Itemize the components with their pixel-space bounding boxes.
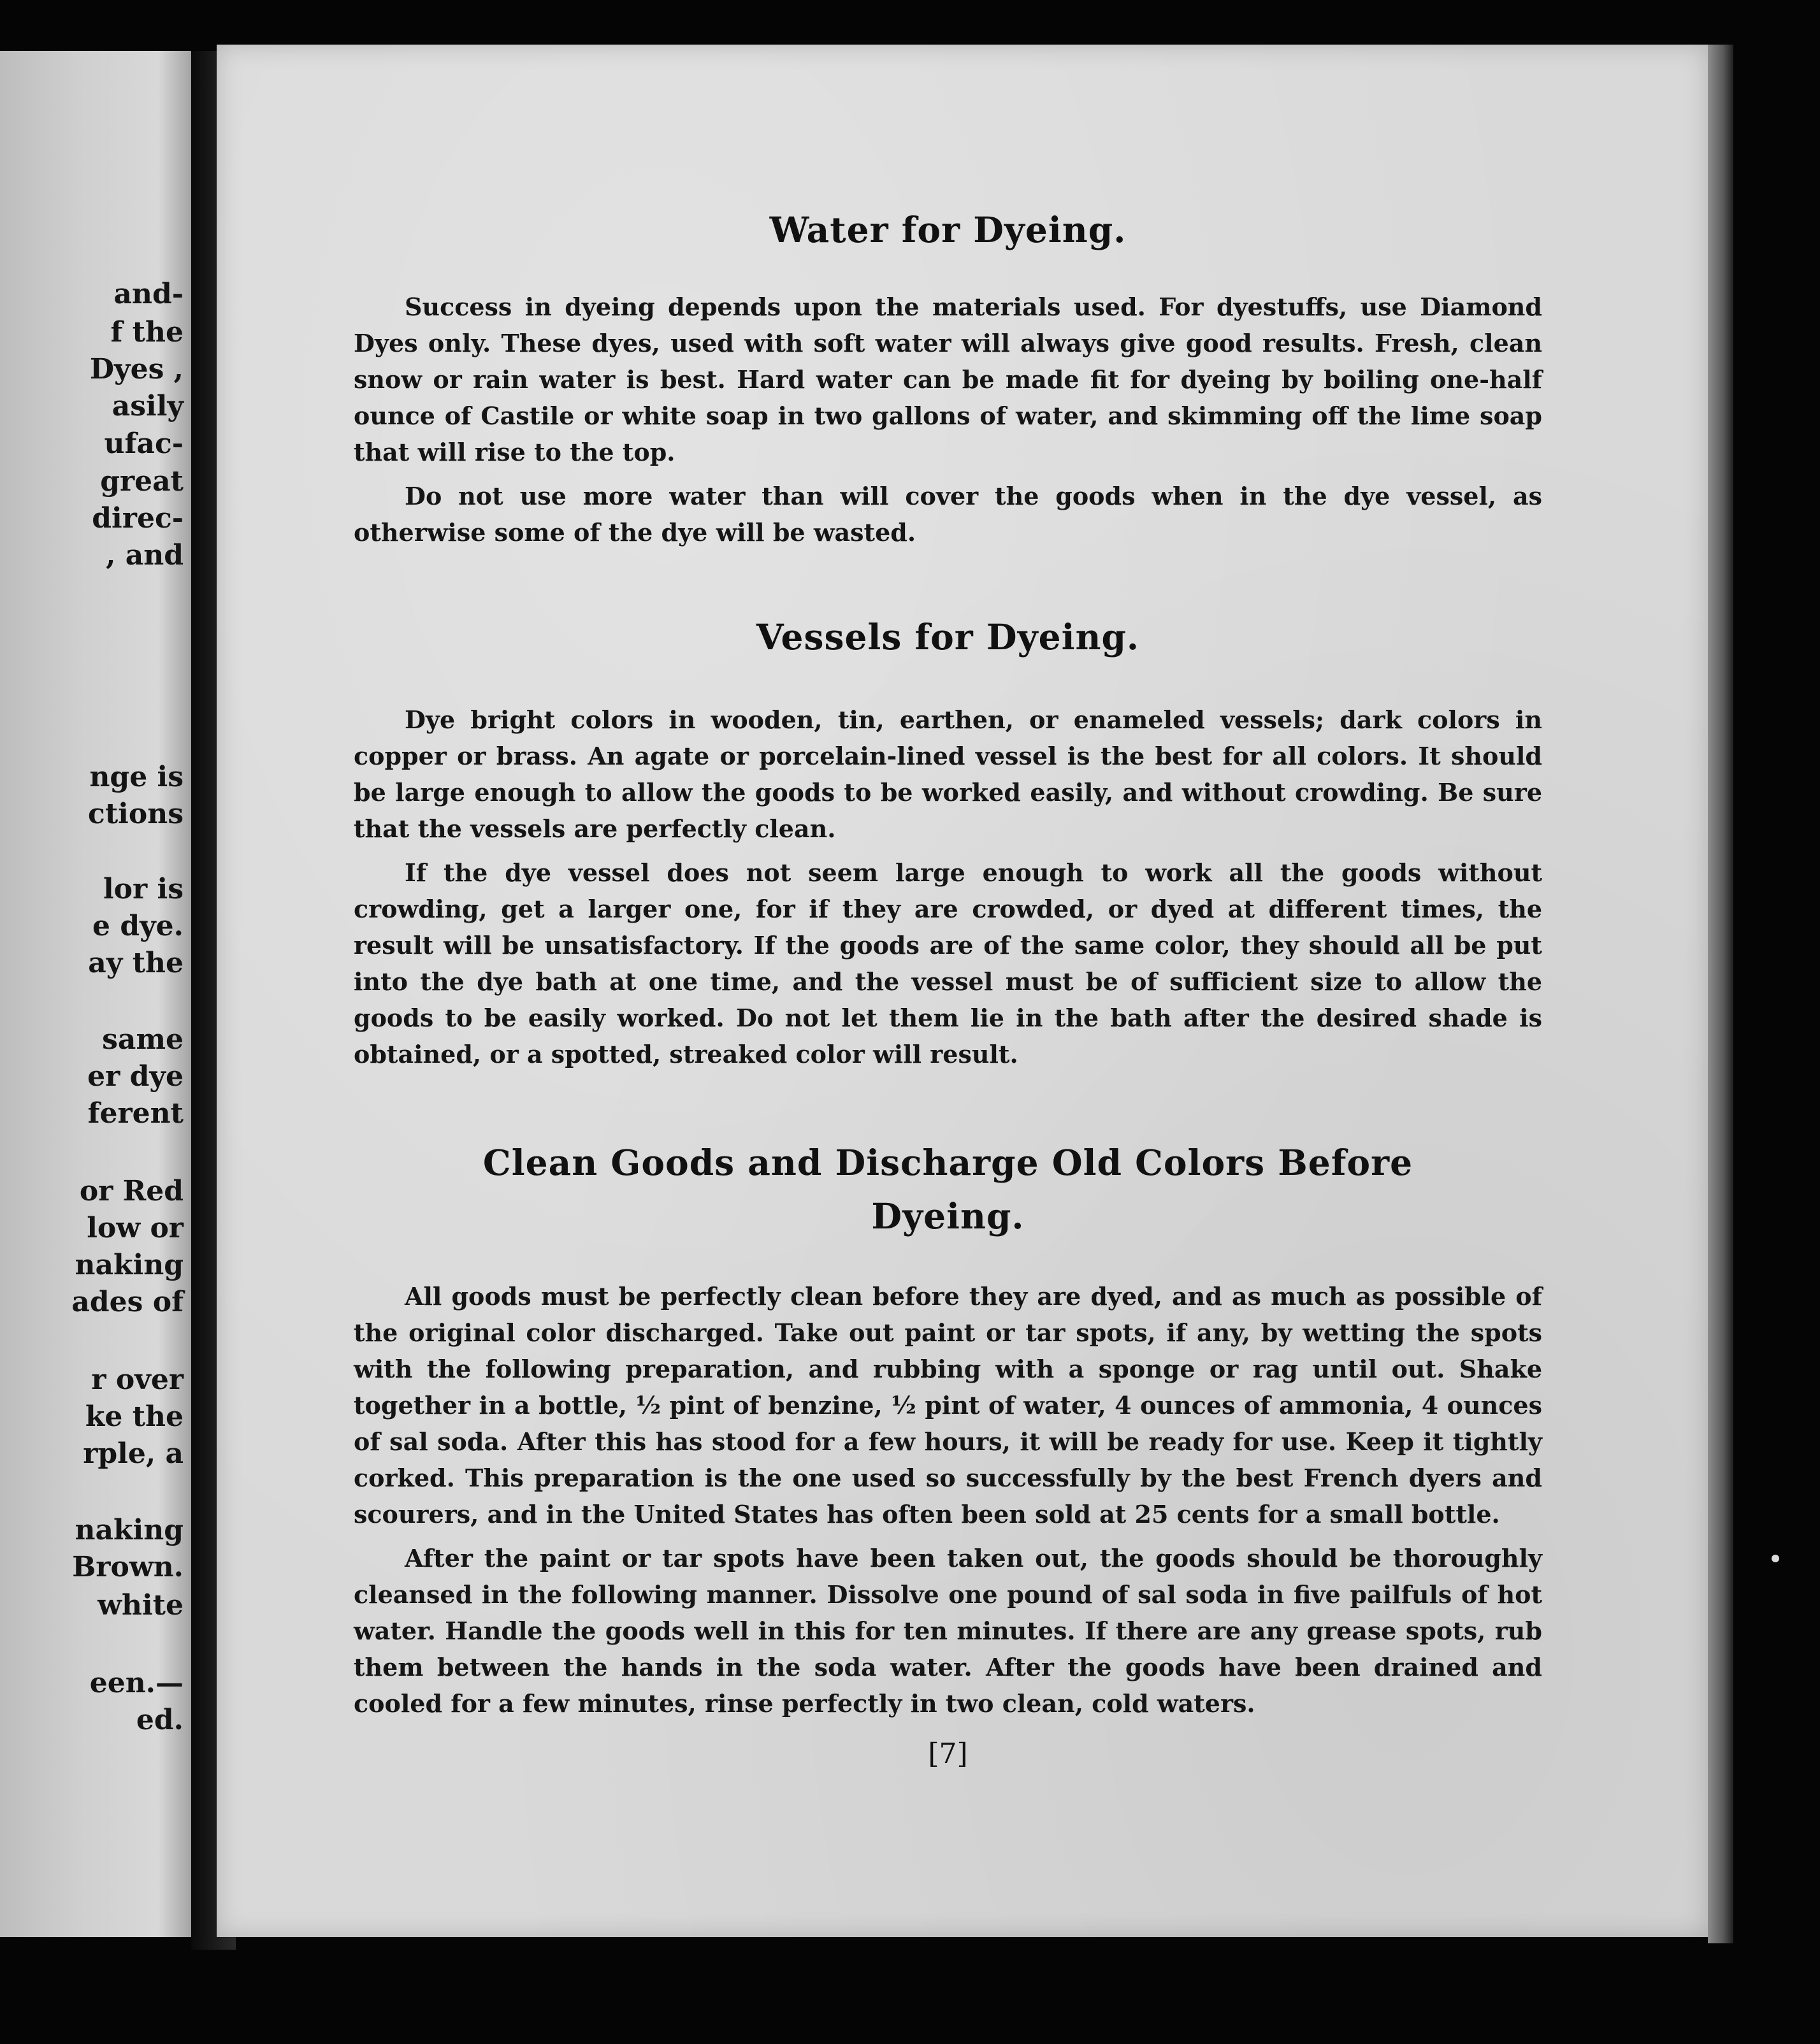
left-page-line: ke the (85, 1400, 184, 1433)
paragraph: If the dye vessel does not seem large enough to work all the goods without crowding, get a larger one, for if they are crowded, or dyed at different times, the result will be unsatisfactory. If the goods are of the same color, they should all be put into the dye bath at one time, and the vessel must be of sufficient size to allow the goods to be easily worked. Do not let them lie in the bath after the desired shade is obtained, or a spotted, streaked color will result. (354, 858, 1542, 1069)
left-page-line: Dyes , (89, 353, 184, 385)
book-page (217, 45, 1708, 1937)
paragraph: Do not use more water than will cover the goods when in the dye vessel, as otherwise some of the dye will be wasted. (354, 481, 1542, 547)
page-content (354, 175, 1542, 1770)
left-page-line: same (102, 1023, 184, 1056)
left-page-line: white (98, 1589, 184, 1622)
paragraph: After the paint or tar spots have been taken out, the goods should be thoroughly cleansed in the following manner. Dissolve one pound of sal soda in five pailfuls of hot water. Handle the goods well in this for ten minutes. If there are any grease spots, rub them between the hands in the soda water. After the goods have been drained and cooled for a few minutes, rinse perfectly in two clean, cold waters. (354, 1544, 1542, 1718)
left-page-line: asily (112, 390, 184, 422)
section-heading-clean-goods: Clean Goods and Discharge Old Colors Before Dyeing. (482, 1142, 1413, 1237)
left-page-line: ctions (88, 798, 184, 830)
paragraph: Dye bright colors in wooden, tin, earthen, or enameled vessels; dark colors in copper or brass. An agate or porcelain-lined vessel is the best for all colors. It should be large enough to allow the goods to be worked easily, and without crowding. Be sure that the vessels are perfectly clean. (354, 705, 1542, 843)
left-page-line: lor is (103, 873, 184, 905)
section-heading-water: Water for Dyeing. (769, 209, 1127, 250)
paper-speck (1772, 1555, 1779, 1562)
left-page-line: f the (110, 316, 184, 349)
page-edge (1708, 45, 1733, 1943)
left-page-line: ed. (136, 1704, 184, 1736)
left-page-line: ay the (88, 947, 184, 979)
left-page-line: ufac- (104, 428, 184, 460)
left-page-line: er dye (87, 1060, 184, 1093)
left-page-line: ferent (87, 1097, 184, 1130)
section-heading-vessels: Vessels for Dyeing. (756, 615, 1140, 658)
left-page-line: r over (91, 1364, 184, 1396)
left-page-line: direc- (92, 502, 184, 535)
left-page-line: low or (87, 1212, 184, 1244)
left-page-line: een.— (89, 1667, 184, 1699)
left-page-line: rple, a (83, 1437, 184, 1470)
paragraph: All goods must be perfectly clean before they are dyed, and as much as possible of the original color discharged. Take out paint or tar spots, if any, by wetting the spots with the following preparation, and rubbing with a sponge or rag until out. Shake together in a bottle, ½ pint of benzine, ½ pint of water, 4 ounces of ammonia, 4 ounces of sal soda. After this has stood for a few hours, it will be ready for use. Keep it tightly corked. This preparation is the one used so successfully by the best French dyers and scourers, and in the United States has often been sold at 25 cents for a small bottle. (354, 1282, 1542, 1529)
left-page-line: naking (75, 1249, 184, 1281)
left-page-line: ades of (71, 1286, 184, 1318)
paragraph: Success in dyeing depends upon the materials used. For dyestuffs, use Diamond Dyes only. These dyes, used with soft water will always give good results. Fresh, clean snow or rain water is best. Hard water can be made fit for dyeing by boiling one-half ounce of Castile or white soap in two gallons of water, and skimming off the lime soap that will rise to the top. (354, 292, 1542, 466)
left-page-fragment (0, 51, 198, 1937)
left-page-line: and- (113, 278, 184, 310)
left-page-line: , and (106, 539, 184, 572)
left-page-line: naking (75, 1514, 184, 1546)
left-page-line: nge is (89, 761, 184, 793)
left-page-line: or Red (79, 1175, 184, 1207)
left-page-line: great (100, 465, 184, 498)
page-number: [7] (928, 1738, 968, 1770)
left-page-line: Brown. (72, 1551, 184, 1583)
left-page-line: e dye. (92, 910, 184, 942)
